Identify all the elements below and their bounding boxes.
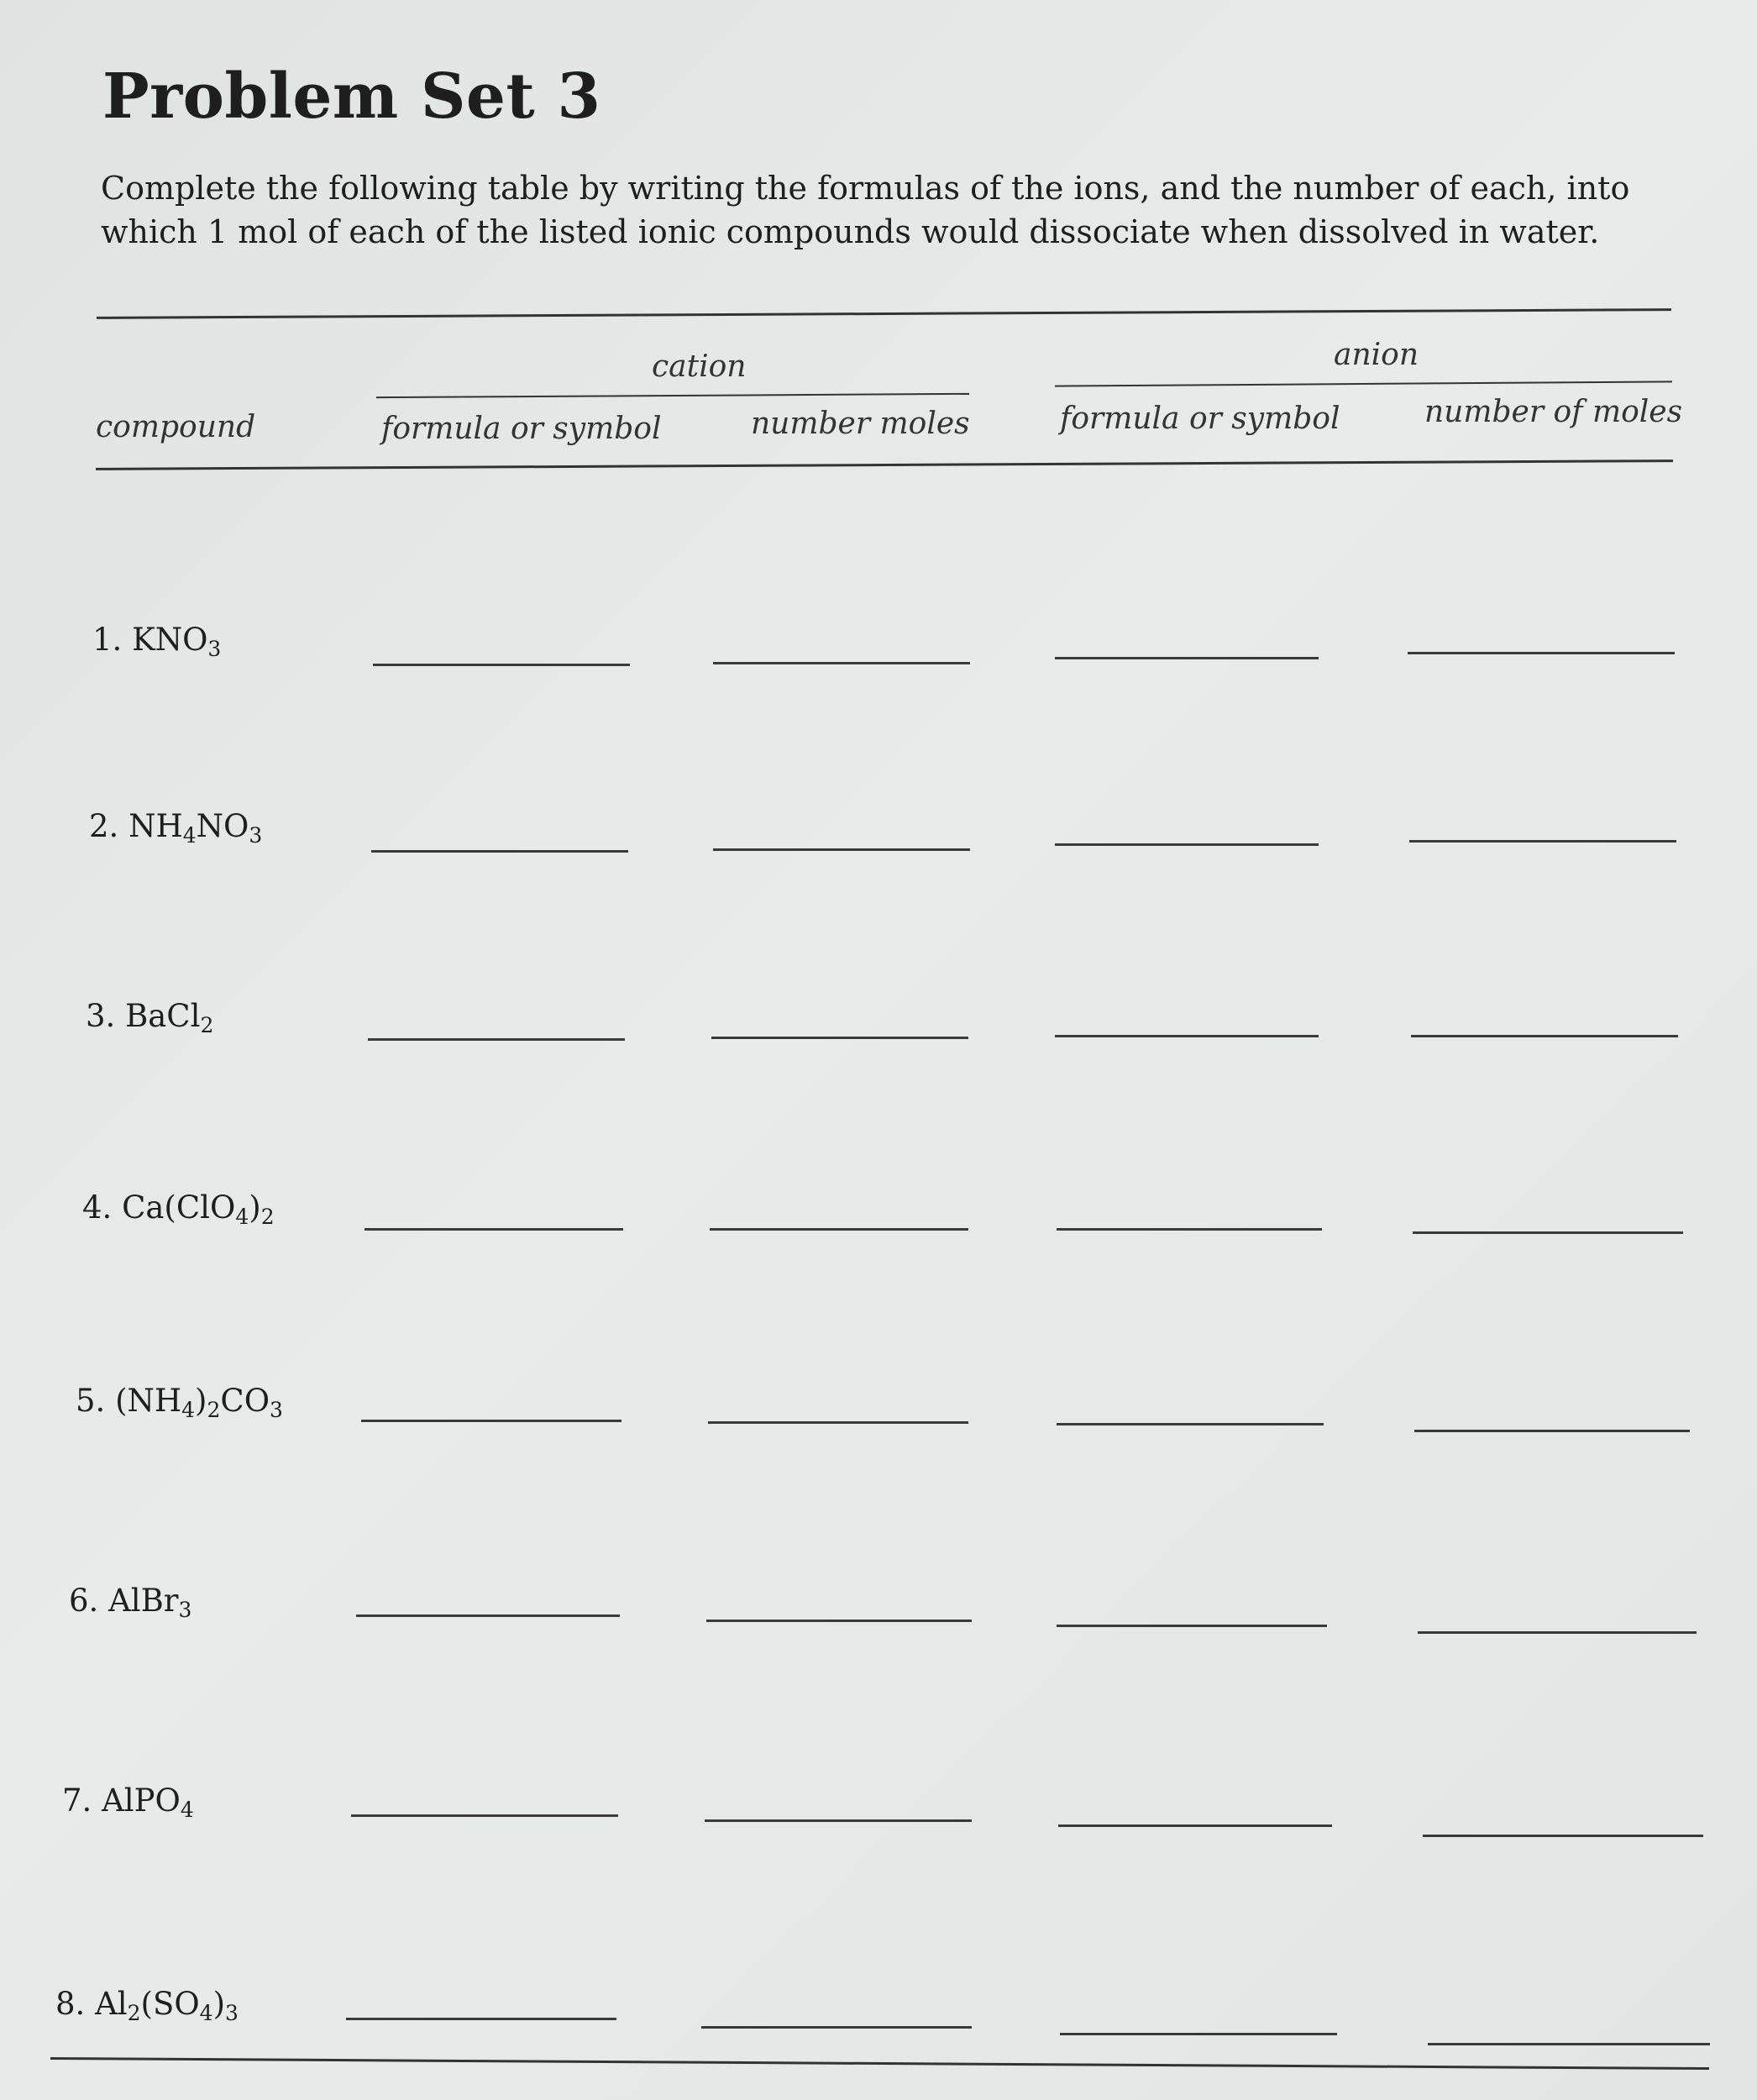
compound-label: 5. $(NH_4)_2CO_3$ [76, 1383, 283, 1422]
compound-label: 7. AlPO$_4$ [62, 1782, 194, 1822]
header-compound: compound [96, 410, 256, 444]
compound-label: 4. $Ca(ClO_4)_2$ [82, 1189, 275, 1229]
header-anion: anion [1334, 338, 1419, 372]
compound-label: 8. $Al_2(SO_4)_3$ [55, 1986, 239, 2025]
anion-formula-blank[interactable] [1055, 843, 1319, 846]
cation-group-rule [376, 393, 969, 398]
anion-moles-blank[interactable] [1414, 1430, 1690, 1432]
cation-moles-blank[interactable] [701, 2026, 972, 2029]
cation-formula-blank[interactable] [351, 1814, 618, 1817]
anion-formula-blank[interactable] [1060, 2033, 1337, 2035]
anion-group-rule [1055, 381, 1672, 386]
cation-formula-blank[interactable] [368, 1038, 625, 1041]
table-top-rule [97, 308, 1671, 319]
header-cation: cation [652, 349, 747, 384]
anion-moles-blank[interactable] [1408, 652, 1675, 654]
header-anion-formula: formula or symbol [1060, 402, 1340, 436]
compound-label: 2. $NH_4NO_3$ [89, 808, 263, 848]
anion-moles-blank[interactable] [1428, 2043, 1710, 2045]
compound-label: 1. $KNO_3$ [92, 622, 222, 661]
cation-moles-blank[interactable] [710, 1228, 968, 1231]
cation-moles-blank[interactable] [708, 1421, 968, 1424]
cation-formula-blank[interactable] [371, 850, 628, 853]
table-bottom-rule [50, 2057, 1709, 2070]
anion-formula-blank[interactable] [1055, 1035, 1319, 1037]
anion-formula-blank[interactable] [1058, 1824, 1332, 1827]
anion-formula-blank[interactable] [1057, 1423, 1324, 1425]
header-bottom-rule [96, 459, 1673, 470]
page-title: Problem Set 3 [102, 60, 601, 133]
cation-formula-blank[interactable] [361, 1420, 622, 1422]
anion-formula-blank[interactable] [1055, 657, 1319, 659]
cation-formula-blank[interactable] [346, 2018, 616, 2020]
cation-moles-blank[interactable] [713, 662, 970, 664]
cation-moles-blank[interactable] [711, 1037, 968, 1039]
cation-formula-blank[interactable] [373, 664, 630, 666]
anion-moles-blank[interactable] [1409, 840, 1676, 843]
cation-formula-blank[interactable] [365, 1228, 623, 1231]
compound-label: 3. BaCl$_2$ [86, 998, 214, 1037]
anion-moles-blank[interactable] [1411, 1035, 1678, 1037]
anion-moles-blank[interactable] [1423, 1835, 1703, 1837]
anion-moles-blank[interactable] [1413, 1231, 1683, 1234]
instructions: Complete the following table by writing the formulas of the ions, and the number of each, into which 1 mol of each of the listed ionic compounds would dissociate when dissolved in water. [101, 170, 1630, 250]
cation-moles-blank[interactable] [706, 1620, 972, 1622]
compound-label: 6. AlBr$_3$ [69, 1583, 192, 1622]
anion-formula-blank[interactable] [1057, 1228, 1322, 1231]
header-anion-moles: number of moles [1424, 395, 1683, 429]
cation-moles-blank[interactable] [705, 1819, 972, 1822]
anion-moles-blank[interactable] [1418, 1631, 1697, 1634]
header-cation-moles: number moles [751, 407, 970, 441]
cation-moles-blank[interactable] [713, 848, 970, 851]
anion-formula-blank[interactable] [1057, 1625, 1327, 1627]
cation-formula-blank[interactable] [356, 1614, 620, 1617]
header-cation-formula: formula or symbol [381, 412, 662, 446]
